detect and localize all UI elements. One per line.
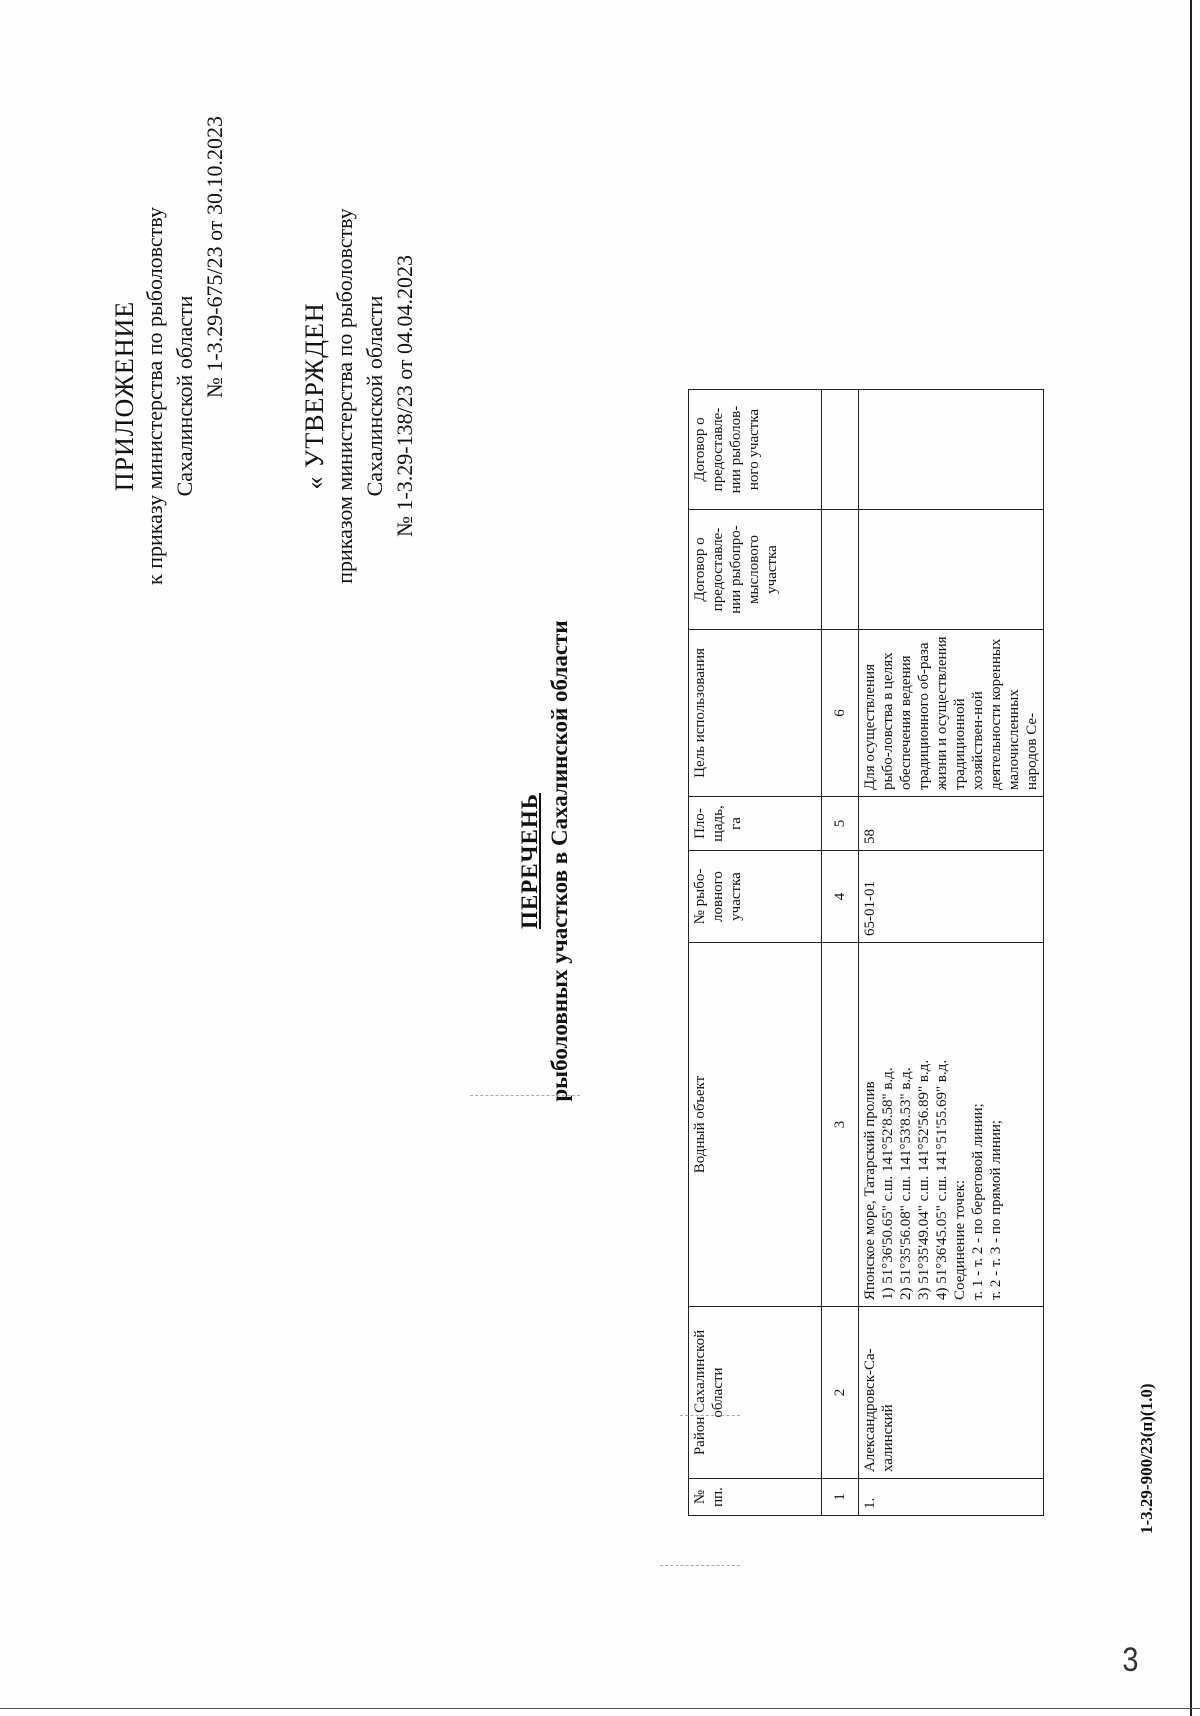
header-contract-industry: Договор о предоставле-нии рыбопро-мыслового участка [689, 510, 822, 630]
cell-contract-fishing [859, 390, 1044, 510]
col-number-7 [822, 510, 859, 630]
scan-artifact [680, 1415, 740, 1416]
header-water-object: Водный объект [689, 943, 822, 1307]
cell-purpose: Для осуществления рыбо-ловства в целях обеспечения ведения традиционного об-раза жизни и осуществления традиционной хозяйствен-ной деятельности коренных малочисленных народов Се- [859, 630, 1044, 797]
appendix-heading: ПРИЛОЖЕНИЕ [110, 300, 139, 492]
table-row [859, 390, 1044, 1516]
col-number-1: 1 [822, 1479, 859, 1516]
page-number: 3 [1122, 1641, 1139, 1679]
connection-line: т. 2 - т. 3 - по прямой линии; [988, 1119, 1004, 1300]
appendix-block [110, 116, 230, 676]
col-number-4: 4 [822, 851, 859, 943]
water-line: Японское море, Татарский пролив [862, 1081, 878, 1300]
cell-district: Александровск-Са-халинский [859, 1307, 1044, 1479]
table-column-numbers-row [822, 390, 859, 1516]
cell-water-object [859, 943, 1044, 1307]
cell-area: 58 [859, 797, 1044, 851]
approved-block [300, 116, 420, 676]
header-contract-fishing: Договор о предоставле-нии рыболов-ного участка [689, 390, 822, 510]
connection-heading: Соединение точек: [952, 1179, 968, 1300]
coord-line: 2) 51°35'56.08" с.ш. 141°53'8.53" в.д. [898, 1067, 914, 1300]
appendix-line2: Сахалинской области [172, 295, 197, 497]
title-main: ПЕРЕЧЕНЬ [517, 793, 542, 929]
col-number-5: 5 [822, 797, 859, 851]
appendix-order-number: № 1-3.29-675/23 от 30.10.2023 [202, 116, 227, 399]
connection-line: т. 1 - т. 2 - по береговой линии; [970, 1103, 986, 1300]
col-number-8 [822, 390, 859, 510]
cell-plot-number: 65-01-01 [859, 851, 1044, 943]
coord-line: 4) 51°36'45.05" с.ш. 141°51'55.69" в.д. [934, 1059, 950, 1300]
col-number-2: 2 [822, 1307, 859, 1479]
coord-line: 3) 51°35'49.04" с.ш. 141°52'56.89" в.д. [916, 1059, 932, 1300]
table-header-row [689, 390, 822, 1516]
title-sub: рыболовных участков в Сахалинской области [547, 620, 572, 1102]
fishing-plots-table [688, 389, 1044, 1516]
header-area: Пло-щадь, га [689, 797, 822, 851]
document-code: 1-3.29-900/23(п)(1.0) [1137, 1383, 1156, 1534]
approved-heading: « УТВЕРЖДЕН [300, 302, 329, 490]
scan-artifact [660, 1565, 740, 1566]
cell-contract-industry [859, 510, 1044, 630]
header-number: № пп. [689, 1479, 822, 1516]
header-purpose: Цель использования [689, 630, 822, 797]
approved-line2: Сахалинской области [362, 295, 387, 497]
coord-line: 1) 51°36'50.65" с.ш. 141°52'8.58" в.д. [880, 1067, 896, 1300]
header-district: Район Сахалинской области [689, 1307, 822, 1479]
col-number-3: 3 [822, 943, 859, 1307]
scan-artifact [470, 1095, 580, 1096]
document-title [515, 336, 575, 1386]
header-plot-number: № рыбо-ловного участка [689, 851, 822, 943]
approved-line1: приказом министерства по рыболовству [332, 208, 357, 584]
appendix-line1: к приказу министерства по рыболовству [142, 207, 167, 585]
col-number-6: 6 [822, 630, 859, 797]
approved-order-number: № 1-3.29-138/23 от 04.04.2023 [392, 254, 417, 538]
cell-number: 1. [859, 1479, 1044, 1516]
